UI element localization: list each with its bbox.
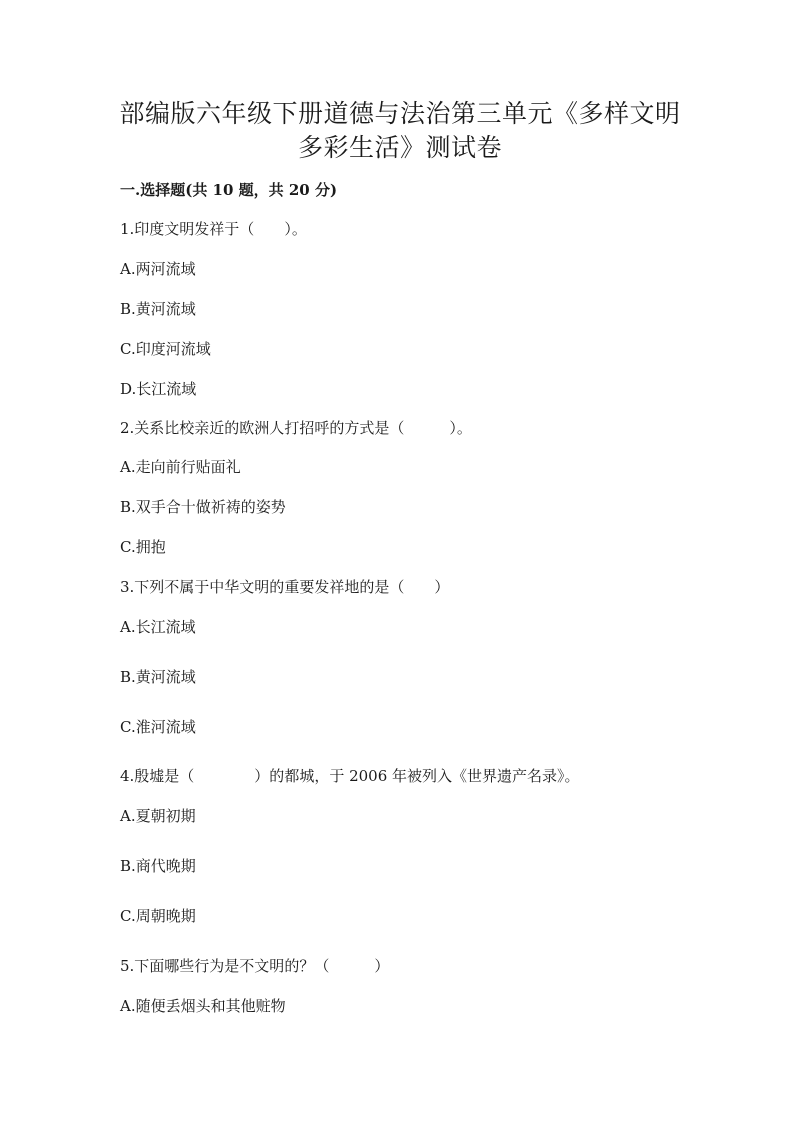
question-1-option-a: A.两河流域 xyxy=(120,260,196,278)
question-3-option-c: C.淮河流域 xyxy=(120,718,196,736)
section-heading: 一.选择题(共 10 题，共 20 分) xyxy=(120,181,338,199)
page-title-line-1: 部编版六年级下册道德与法治第三单元《多样文明 xyxy=(119,99,681,128)
question-4-option-a: A.夏朝初期 xyxy=(120,807,196,825)
question-1-stem: 1.印度文明发祥于（ ）。 xyxy=(120,220,307,238)
question-4-option-b: B.商代晚期 xyxy=(120,857,196,875)
question-4-stem: 4.殷墟是（ ）的都城，于 2006 年被列入《世界遗产名录》。 xyxy=(120,767,580,785)
page-title-line-2: 多彩生活》测试卷 xyxy=(297,133,502,162)
question-1-option-c: C.印度河流域 xyxy=(120,340,211,358)
question-2-stem: 2.关系比校亲近的欧洲人打招呼的方式是（ ）。 xyxy=(120,419,472,437)
question-2-option-a: A.走向前行贴面礼 xyxy=(120,458,241,476)
question-4-option-c: C.周朝晚期 xyxy=(120,907,196,925)
question-5-option-a: A.随便丢烟头和其他赃物 xyxy=(120,997,286,1015)
question-1-option-d: D.长江流域 xyxy=(120,380,197,398)
question-5-stem: 5.下面哪些行为是不文明的？（ ） xyxy=(120,957,390,975)
question-3-option-b: B.黄河流域 xyxy=(120,668,196,686)
question-1-option-b: B.黄河流域 xyxy=(120,300,196,318)
question-3-option-a: A.长江流域 xyxy=(120,618,196,636)
question-2-option-b: B.双手合十做祈祷的姿势 xyxy=(120,498,286,516)
question-2-option-c: C.拥抱 xyxy=(120,538,166,556)
question-3-stem: 3.下列不属于中华文明的重要发祥地的是（ ） xyxy=(120,578,450,596)
